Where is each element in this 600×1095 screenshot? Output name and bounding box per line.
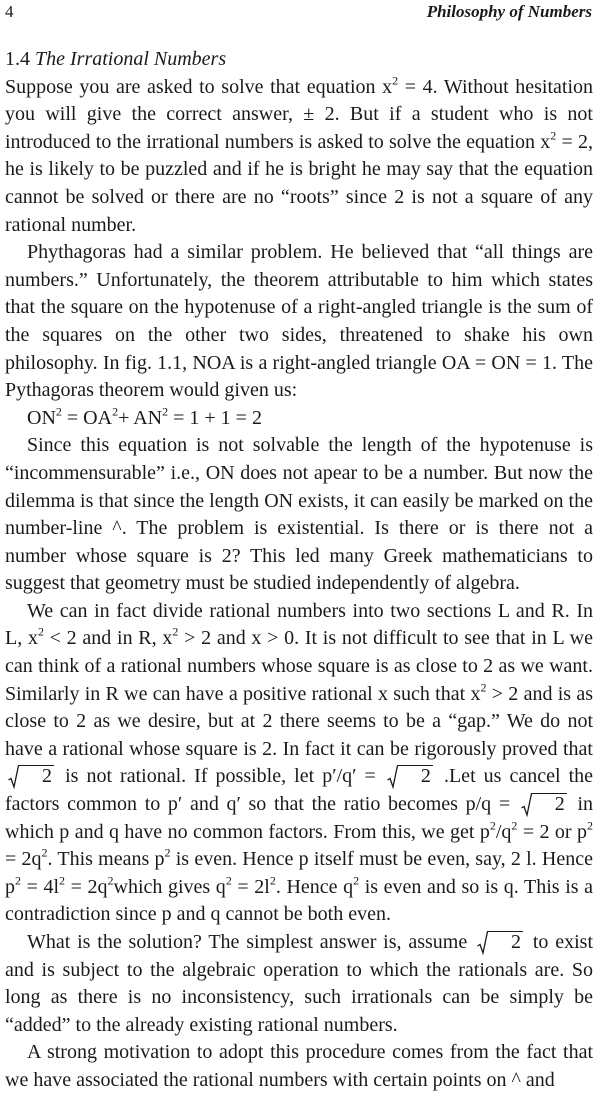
sqrt-symbol: 2: [8, 763, 54, 791]
page-header: [5, 2, 592, 24]
paragraph-2: Phythagoras had a similar problem. He believed that “all things are numbers.” Unfortunately, the theorem attributable to him which states that the square on the hypotenuse of a right-angled triangle is the sum of the squares on the other two sides, threatened to shake his own philosophy. In fig. 1.1, NOA is a right-angled triangle OA = ON = 1. The Pythagoras theorem would given us:: [5, 241, 593, 402]
sqrt-symbol: 2: [387, 763, 433, 791]
page-number: 4: [5, 2, 14, 21]
running-title: Philosophy of Numbers: [426, 2, 592, 21]
sqrt-symbol: 2: [477, 929, 523, 957]
page-body: [5, 46, 593, 1095]
section-number: 1.4: [5, 48, 30, 70]
paragraph-6: A strong motivation to adopt this procedure comes from the fact that we have associated the rational numbers with certain points on ^ and: [5, 1041, 593, 1091]
section-title: The Irrational Numbers: [35, 48, 227, 70]
paragraph-3: Since this equation is not solvable the length of the hypotenuse is “incommensurable” i.e., ON does not apear to be a number. But now the dilemma is that since the length ON exists, it can easily be marked on the number-line ^. The problem is existential. Is there or is there not a number whose square is 2? This led many Greek mathematicians to suggest that geometry must be studied independently of algebra.: [5, 434, 593, 595]
paragraph-4: We can in fact divide rational numbers into two sections L and R. In L, $x^2 < 2$ and in R, $x^2 > 2$ and x > 0. It is not difficult to see that in L we can think of a rational numbers whose square is as close to 2 as we want. Similarly in R we can have a positive rational x such that $x^2 > 2$ and is as close to 2 as we desire, but at 2 there seems to be a “gap.” We do not have a rational whose square is 2. In fact it can be rigorously proved that 2 is not rational. If possible, let p′/q′ = 2 .Let us cancel the factors common to p′ and q′ so that the ratio becomes p/q = 2 in which p and q have no common factors. From this, we get $p^2/q^2 = 2$ or $p^2 = 2q^2$. This means $p^2$ is even. Hence p itself must be even, say, 2 l. Hence $p^2 = 4l^2$ = $2q^2which$ gives $q^2 = 2l^2$. Hence $q^2$ is even and so is q. This is a contradiction since p and q cannot be both even.: [5, 599, 594, 926]
sqrt-symbol: 2: [521, 791, 567, 819]
section-heading: [5, 46, 593, 74]
paragraph-1: Suppose you are asked to solve that equation $x^2 = 4$. Without hesitation you will give the correct answer, ± 2. But if a student who is not introduced to the irrational numbers is asked to solve the equation $x^2 = 2$, he is likely to be puzzled and if he is bright he may say that the equation cannot be solved or there are no “roots” since 2 is not a square of any rational number.: [5, 73, 594, 236]
pythagoras-equation: $ON^2 = OA^2+ AN^2 = 1 + 1 = 2$: [27, 404, 262, 429]
paragraph-5: What is the solution? The simplest answer is, assume 2 to exist and is subject to the algebraic operation to which the rationals are. So long as there is no inconsistency, such irrationals can be simply be “added” to the already existing rational numbers.: [5, 931, 594, 1036]
